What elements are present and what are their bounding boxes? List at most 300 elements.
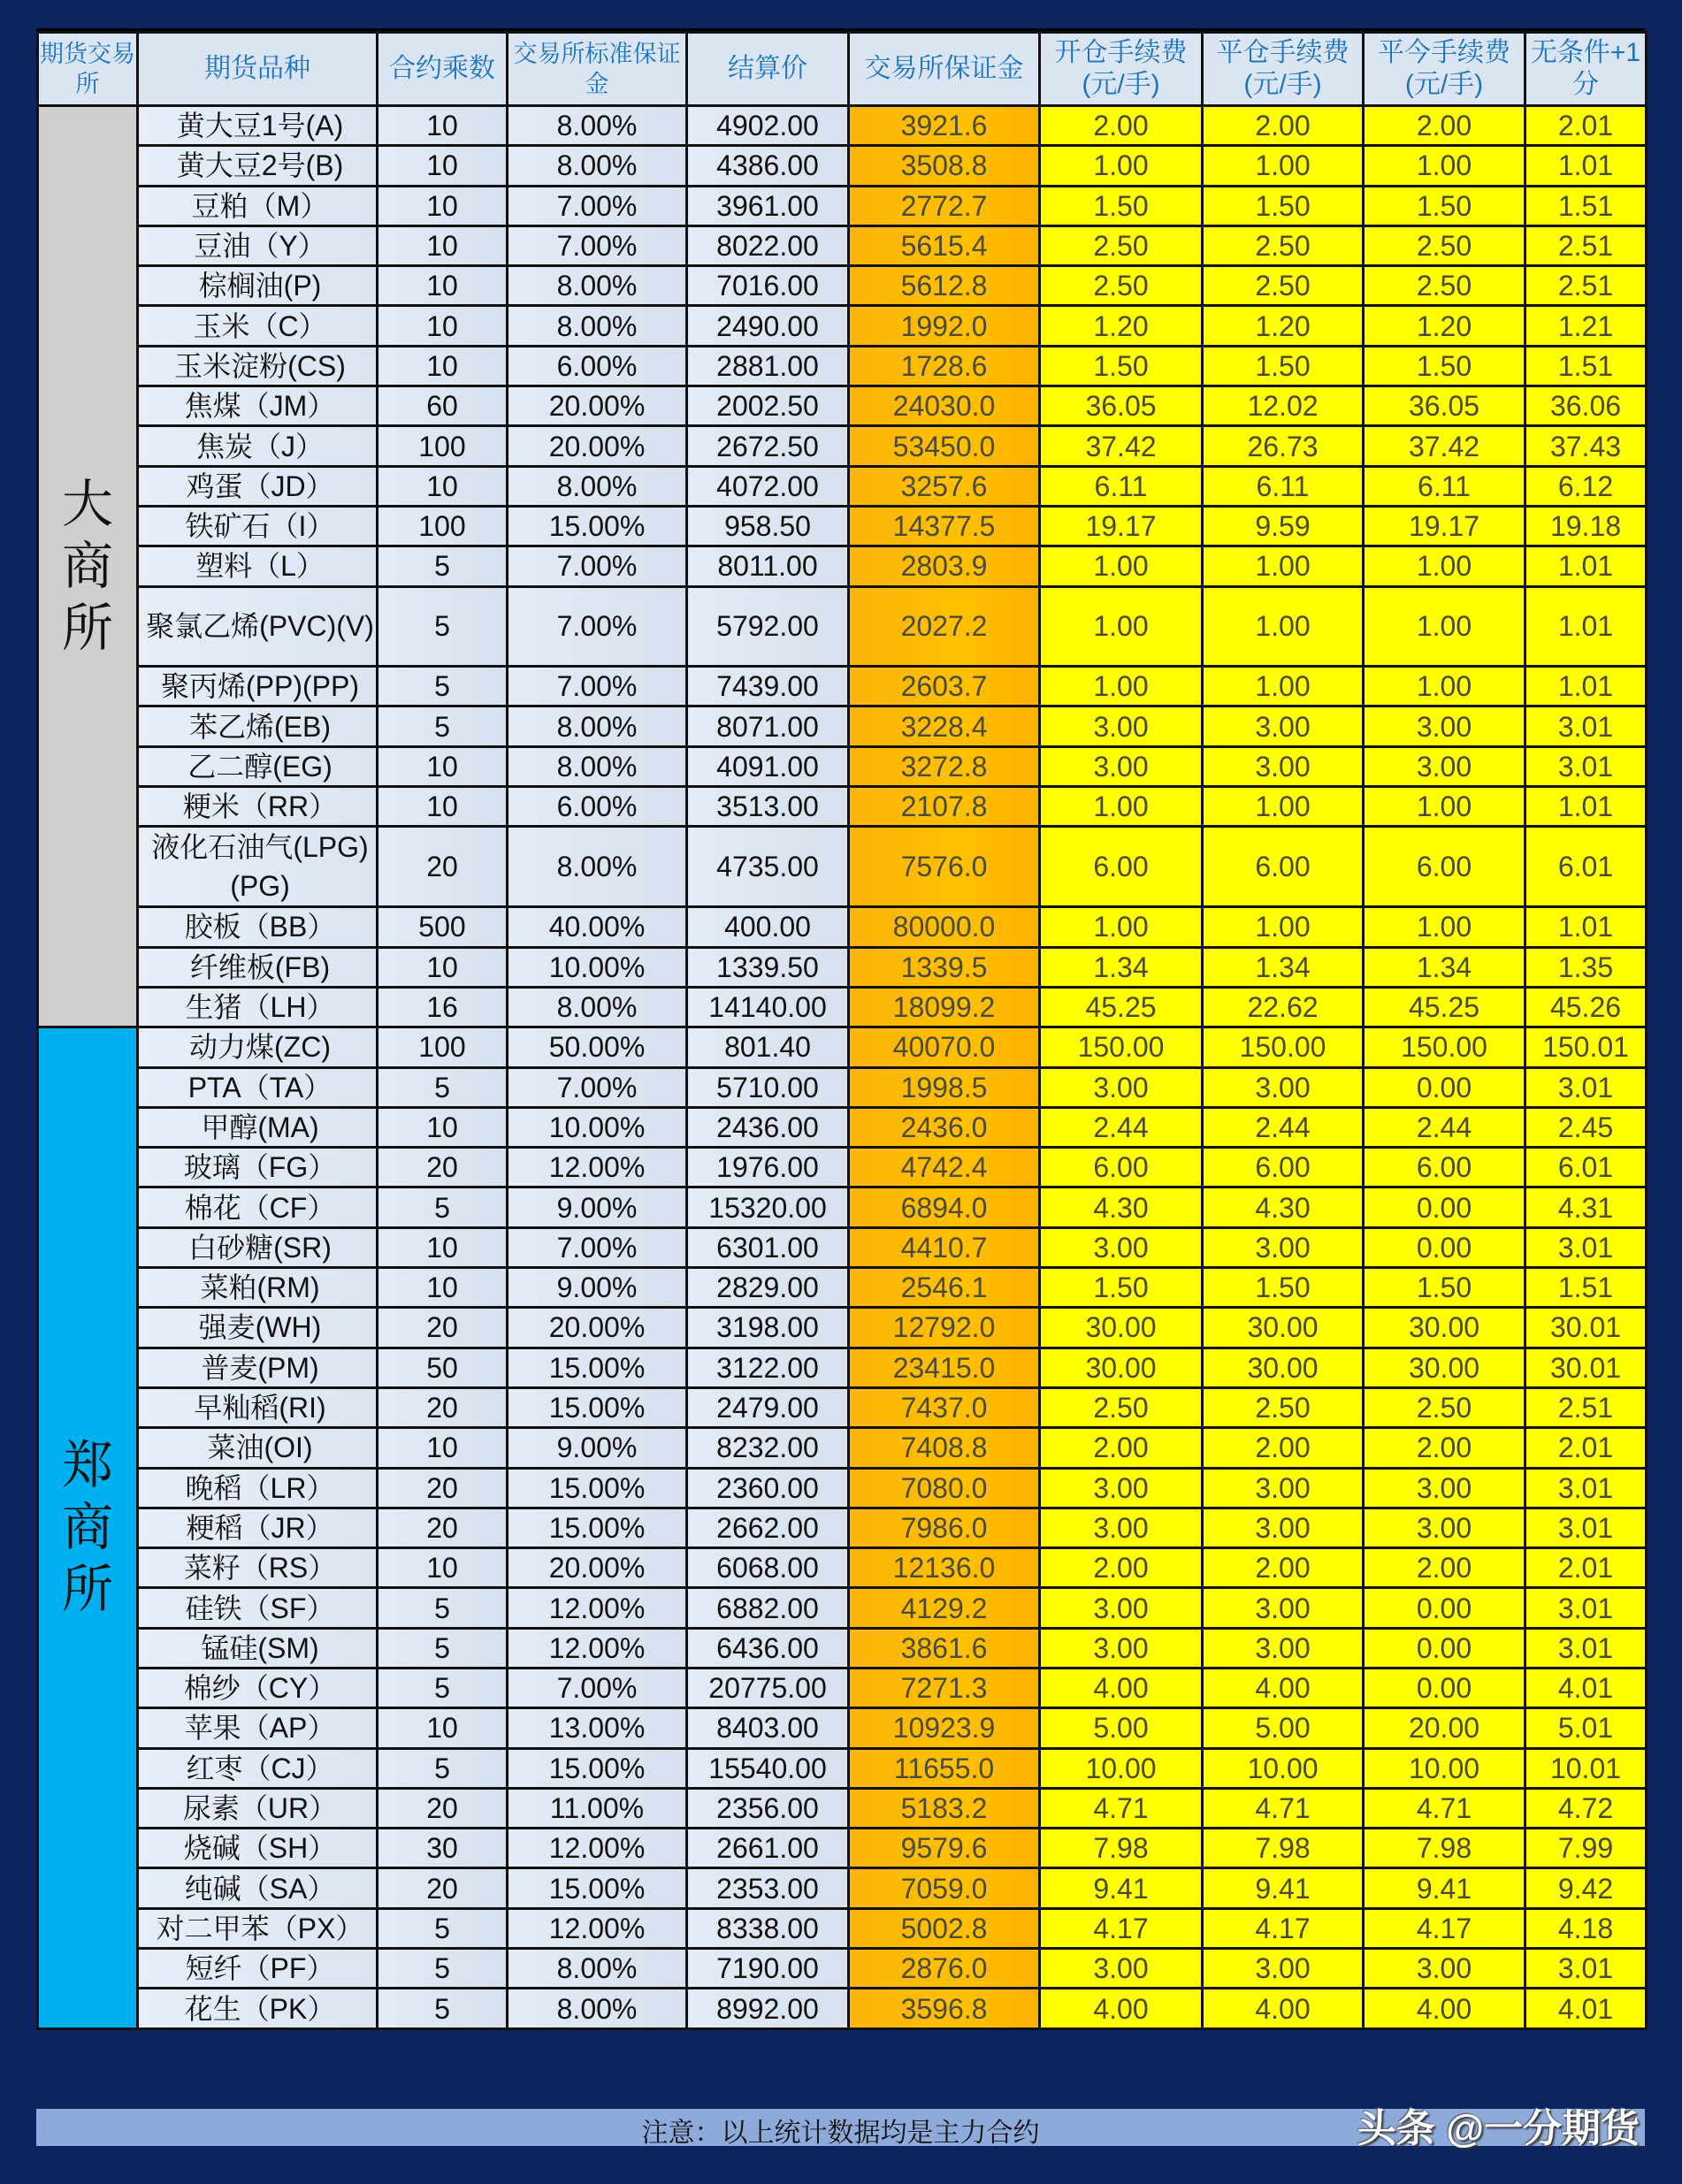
open-fee-cell: 7.98	[1040, 1829, 1203, 1868]
open-fee-cell: 2.44	[1040, 1107, 1203, 1147]
std-margin-cell: 7.00%	[508, 1668, 687, 1707]
table-row	[38, 987, 1647, 1027]
open-fee-cell: 3.00	[1040, 1468, 1203, 1508]
close-fee-cell: 1.00	[1203, 907, 1364, 947]
settle-price-cell: 14140.00	[687, 987, 849, 1027]
product-name-cell: 晚稻（LR）	[138, 1468, 378, 1508]
exchange-margin-cell: 12792.0	[849, 1308, 1040, 1348]
fee-plus-one-cell: 2.51	[1525, 225, 1647, 265]
table-row	[38, 1067, 1647, 1107]
std-margin-cell: 12.00%	[508, 1829, 687, 1868]
close-fee-cell: 2.00	[1203, 1548, 1364, 1588]
std-margin-cell: 8.00%	[508, 746, 687, 786]
close-today-fee-cell: 2.50	[1364, 1387, 1525, 1427]
fee-plus-one-cell: 3.01	[1525, 706, 1647, 746]
table-row	[38, 1387, 1647, 1427]
multiplier-cell: 5	[378, 1668, 508, 1707]
multiplier-cell: 20	[378, 827, 508, 907]
product-name-cell: 乙二醇(EG)	[138, 746, 378, 786]
col-header-close-today-fee: 平今手续费(元/手)	[1364, 33, 1525, 106]
table-row	[38, 1748, 1647, 1788]
close-fee-cell: 2.44	[1203, 1107, 1364, 1147]
settle-price-cell: 801.40	[687, 1027, 849, 1067]
product-name-cell: 苯乙烯(EB)	[138, 706, 378, 746]
product-name-cell: 甲醇(MA)	[138, 1107, 378, 1147]
table-row	[38, 1708, 1647, 1748]
settle-price-cell: 3961.00	[687, 186, 849, 225]
exchange-margin-cell: 18099.2	[849, 987, 1040, 1027]
std-margin-cell: 15.00%	[508, 1748, 687, 1788]
open-fee-cell: 4.30	[1040, 1187, 1203, 1227]
close-fee-cell: 1.00	[1203, 667, 1364, 706]
multiplier-cell: 20	[378, 1788, 508, 1828]
close-today-fee-cell: 1.00	[1364, 667, 1525, 706]
settle-price-cell: 3198.00	[687, 1308, 849, 1348]
fee-plus-one-cell: 3.01	[1525, 1468, 1647, 1508]
close-fee-cell: 3.00	[1203, 1949, 1364, 1989]
close-today-fee-cell: 10.00	[1364, 1748, 1525, 1788]
product-name-cell: 豆粕（M）	[138, 186, 378, 225]
close-today-fee-cell: 1.00	[1364, 787, 1525, 827]
close-today-fee-cell: 0.00	[1364, 1067, 1525, 1107]
close-today-fee-cell: 4.00	[1364, 1989, 1525, 2028]
table-row	[38, 186, 1647, 225]
col-header-extra: 无条件+1分	[1525, 33, 1647, 106]
close-fee-cell: 2.50	[1203, 1387, 1364, 1427]
exchange-margin-cell: 7437.0	[849, 1387, 1040, 1427]
multiplier-cell: 20	[378, 1468, 508, 1508]
settle-price-cell: 7016.00	[687, 266, 849, 306]
close-fee-cell: 30.00	[1203, 1308, 1364, 1348]
settle-price-cell: 15540.00	[687, 1748, 849, 1788]
open-fee-cell: 1.20	[1040, 306, 1203, 346]
multiplier-cell: 20	[378, 1868, 508, 1908]
settle-price-cell: 1976.00	[687, 1148, 849, 1187]
multiplier-cell: 5	[378, 1908, 508, 1948]
multiplier-cell: 60	[378, 386, 508, 426]
exchange-margin-cell: 80000.0	[849, 907, 1040, 947]
product-name-cell: 棉花（CF）	[138, 1187, 378, 1227]
col-header-product: 期货品种	[138, 33, 378, 106]
open-fee-cell: 30.00	[1040, 1348, 1203, 1387]
open-fee-cell: 2.50	[1040, 225, 1203, 265]
close-today-fee-cell: 1.00	[1364, 546, 1525, 586]
open-fee-cell: 4.00	[1040, 1989, 1203, 2028]
open-fee-cell: 3.00	[1040, 1949, 1203, 1989]
multiplier-cell: 5	[378, 1748, 508, 1788]
fee-plus-one-cell: 36.06	[1525, 386, 1647, 426]
fee-plus-one-cell: 3.01	[1525, 1588, 1647, 1628]
fee-plus-one-cell: 3.01	[1525, 746, 1647, 786]
std-margin-cell: 8.00%	[508, 146, 687, 186]
close-fee-cell: 30.00	[1203, 1348, 1364, 1387]
multiplier-cell: 50	[378, 1348, 508, 1387]
close-fee-cell: 2.00	[1203, 1428, 1364, 1468]
close-fee-cell: 12.02	[1203, 386, 1364, 426]
settle-price-cell: 4091.00	[687, 746, 849, 786]
std-margin-cell: 11.00%	[508, 1788, 687, 1828]
exchange-margin-cell: 1998.5	[849, 1067, 1040, 1107]
settle-price-cell: 4386.00	[687, 146, 849, 186]
close-fee-cell: 4.30	[1203, 1187, 1364, 1227]
close-today-fee-cell: 3.00	[1364, 746, 1525, 786]
close-fee-cell: 3.00	[1203, 1588, 1364, 1628]
product-name-cell: 液化石油气(LPG)(PG)	[138, 827, 378, 907]
std-margin-cell: 7.00%	[508, 1227, 687, 1267]
table-row	[38, 706, 1647, 746]
close-fee-cell: 3.00	[1203, 1067, 1364, 1107]
close-fee-cell: 7.98	[1203, 1829, 1364, 1868]
fee-plus-one-cell: 30.01	[1525, 1308, 1647, 1348]
multiplier-cell: 5	[378, 1187, 508, 1227]
settle-price-cell: 6301.00	[687, 1227, 849, 1267]
open-fee-cell: 2.50	[1040, 1387, 1203, 1427]
close-fee-cell: 9.59	[1203, 506, 1364, 546]
std-margin-cell: 15.00%	[508, 1868, 687, 1908]
table-row	[38, 306, 1647, 346]
table-row	[38, 1027, 1647, 1067]
close-fee-cell: 5.00	[1203, 1708, 1364, 1748]
std-margin-cell: 12.00%	[508, 1628, 687, 1668]
close-today-fee-cell: 150.00	[1364, 1027, 1525, 1067]
multiplier-cell: 100	[378, 1027, 508, 1067]
settle-price-cell: 6436.00	[687, 1628, 849, 1668]
fee-plus-one-cell: 3.01	[1525, 1949, 1647, 1989]
product-name-cell: 棉纱（CY）	[138, 1668, 378, 1707]
product-name-cell: 胶板（BB）	[138, 907, 378, 947]
close-fee-cell: 1.50	[1203, 346, 1364, 386]
std-margin-cell: 9.00%	[508, 1428, 687, 1468]
settle-price-cell: 5710.00	[687, 1067, 849, 1107]
close-fee-cell: 2.00	[1203, 106, 1364, 146]
table-row	[38, 667, 1647, 706]
product-name-cell: 焦煤（JM）	[138, 386, 378, 426]
product-name-cell: 菜粕(RM)	[138, 1268, 378, 1308]
open-fee-cell: 10.00	[1040, 1748, 1203, 1788]
settle-price-cell: 7190.00	[687, 1949, 849, 1989]
fee-plus-one-cell: 3.01	[1525, 1628, 1647, 1668]
table-row	[38, 106, 1647, 146]
multiplier-cell: 20	[378, 1308, 508, 1348]
close-today-fee-cell: 7.98	[1364, 1829, 1525, 1868]
table-row	[38, 1468, 1647, 1508]
settle-price-cell: 2662.00	[687, 1508, 849, 1547]
open-fee-cell: 6.00	[1040, 827, 1203, 907]
fee-plus-one-cell: 150.01	[1525, 1027, 1647, 1067]
exchange-margin-cell: 5612.8	[849, 266, 1040, 306]
product-name-cell: 棕榈油(P)	[138, 266, 378, 306]
exchange-margin-cell: 24030.0	[849, 386, 1040, 426]
product-name-cell: 纤维板(FB)	[138, 947, 378, 987]
fee-plus-one-cell: 1.01	[1525, 787, 1647, 827]
close-today-fee-cell: 1.00	[1364, 907, 1525, 947]
exchange-margin-cell: 7408.8	[849, 1428, 1040, 1468]
multiplier-cell: 10	[378, 1227, 508, 1267]
exchange-margin-cell: 14377.5	[849, 506, 1040, 546]
settle-price-cell: 5792.00	[687, 586, 849, 667]
close-today-fee-cell: 0.00	[1364, 1668, 1525, 1707]
exchange-label: 大 商 所	[38, 106, 138, 1027]
close-today-fee-cell: 0.00	[1364, 1588, 1525, 1628]
close-fee-cell: 1.50	[1203, 1268, 1364, 1308]
multiplier-cell: 10	[378, 1548, 508, 1588]
fee-plus-one-cell: 1.35	[1525, 947, 1647, 987]
table-row	[38, 1868, 1647, 1908]
fee-plus-one-cell: 1.51	[1525, 1268, 1647, 1308]
settle-price-cell: 15320.00	[687, 1187, 849, 1227]
close-fee-cell: 4.71	[1203, 1788, 1364, 1828]
close-today-fee-cell: 2.00	[1364, 106, 1525, 146]
open-fee-cell: 6.00	[1040, 1148, 1203, 1187]
close-fee-cell: 3.00	[1203, 746, 1364, 786]
fee-plus-one-cell: 1.51	[1525, 346, 1647, 386]
exchange-margin-cell: 3921.6	[849, 106, 1040, 146]
product-name-cell: 纯碱（SA）	[138, 1868, 378, 1908]
exchange-margin-cell: 53450.0	[849, 426, 1040, 466]
multiplier-cell: 10	[378, 466, 508, 506]
exchange-margin-cell: 2027.2	[849, 586, 1040, 667]
settle-price-cell: 6882.00	[687, 1588, 849, 1628]
close-today-fee-cell: 2.00	[1364, 1428, 1525, 1468]
fee-plus-one-cell: 6.01	[1525, 827, 1647, 907]
product-name-cell: 焦炭（J）	[138, 426, 378, 466]
multiplier-cell: 20	[378, 1508, 508, 1547]
table-row	[38, 426, 1647, 466]
footer-band	[36, 2107, 1645, 2150]
watermark: 头条 @一分期货	[1357, 2107, 1640, 2150]
fee-plus-one-cell: 1.01	[1525, 546, 1647, 586]
table-row	[38, 1268, 1647, 1308]
std-margin-cell: 8.00%	[508, 827, 687, 907]
multiplier-cell: 500	[378, 907, 508, 947]
close-fee-cell: 6.00	[1203, 827, 1364, 907]
open-fee-cell: 3.00	[1040, 1588, 1203, 1628]
fee-plus-one-cell: 10.01	[1525, 1748, 1647, 1788]
multiplier-cell: 5	[378, 586, 508, 667]
settle-price-cell: 2829.00	[687, 1268, 849, 1308]
table-row	[38, 1187, 1647, 1227]
close-fee-cell: 1.50	[1203, 186, 1364, 225]
close-today-fee-cell: 4.17	[1364, 1908, 1525, 1948]
settle-price-cell: 2661.00	[687, 1829, 849, 1868]
std-margin-cell: 20.00%	[508, 1308, 687, 1348]
exchange-margin-cell: 7271.3	[849, 1668, 1040, 1707]
close-today-fee-cell: 2.00	[1364, 1548, 1525, 1588]
exchange-margin-cell: 2803.9	[849, 546, 1040, 586]
multiplier-cell: 10	[378, 1268, 508, 1308]
exchange-margin-cell: 3257.6	[849, 466, 1040, 506]
multiplier-cell: 20	[378, 1148, 508, 1187]
table-row	[38, 1829, 1647, 1868]
multiplier-cell: 30	[378, 1829, 508, 1868]
product-name-cell: 花生（PK）	[138, 1989, 378, 2028]
exchange-margin-cell: 1728.6	[849, 346, 1040, 386]
exchange-margin-cell: 4742.4	[849, 1148, 1040, 1187]
exchange-margin-cell: 2772.7	[849, 186, 1040, 225]
fee-plus-one-cell: 1.21	[1525, 306, 1647, 346]
close-fee-cell: 1.00	[1203, 586, 1364, 667]
close-today-fee-cell: 3.00	[1364, 1949, 1525, 1989]
settle-price-cell: 1339.50	[687, 947, 849, 987]
close-fee-cell: 9.41	[1203, 1868, 1364, 1908]
product-name-cell: 早籼稻(RI)	[138, 1387, 378, 1427]
settle-price-cell: 2353.00	[687, 1868, 849, 1908]
fee-plus-one-cell: 1.01	[1525, 667, 1647, 706]
settle-price-cell: 4735.00	[687, 827, 849, 907]
fee-plus-one-cell: 2.45	[1525, 1107, 1647, 1147]
table-row	[38, 1348, 1647, 1387]
product-name-cell: 玻璃（FG）	[138, 1148, 378, 1187]
exchange-margin-cell: 3596.8	[849, 1989, 1040, 2028]
product-name-cell: 聚氯乙烯(PVC)(V)	[138, 586, 378, 667]
multiplier-cell: 16	[378, 987, 508, 1027]
exchange-margin-cell: 40070.0	[849, 1027, 1040, 1067]
open-fee-cell: 4.00	[1040, 1668, 1203, 1707]
multiplier-cell: 10	[378, 1428, 508, 1468]
exchange-margin-cell: 9579.6	[849, 1829, 1040, 1868]
col-header-std-margin: 交易所标准保证金	[508, 33, 687, 106]
table-row	[38, 1989, 1647, 2028]
multiplier-cell: 20	[378, 1387, 508, 1427]
fee-plus-one-cell: 4.18	[1525, 1908, 1647, 1948]
close-fee-cell: 1.34	[1203, 947, 1364, 987]
multiplier-cell: 5	[378, 1628, 508, 1668]
std-margin-cell: 8.00%	[508, 266, 687, 306]
settle-price-cell: 4902.00	[687, 106, 849, 146]
multiplier-cell: 5	[378, 1588, 508, 1628]
exchange-margin-cell: 3861.6	[849, 1628, 1040, 1668]
open-fee-cell: 4.17	[1040, 1908, 1203, 1948]
open-fee-cell: 30.00	[1040, 1308, 1203, 1348]
close-today-fee-cell: 3.00	[1364, 706, 1525, 746]
product-name-cell: 对二甲苯（PX）	[138, 1908, 378, 1948]
product-name-cell: 生猪（LH）	[138, 987, 378, 1027]
close-fee-cell: 6.11	[1203, 466, 1364, 506]
close-fee-cell: 2.50	[1203, 266, 1364, 306]
fee-plus-one-cell: 3.01	[1525, 1508, 1647, 1547]
fee-plus-one-cell: 9.42	[1525, 1868, 1647, 1908]
multiplier-cell: 5	[378, 706, 508, 746]
product-name-cell: 玉米淀粉(CS)	[138, 346, 378, 386]
fee-plus-one-cell: 1.01	[1525, 907, 1647, 947]
std-margin-cell: 13.00%	[508, 1708, 687, 1748]
product-name-cell: 红枣（CJ）	[138, 1748, 378, 1788]
std-margin-cell: 15.00%	[508, 1348, 687, 1387]
open-fee-cell: 6.11	[1040, 466, 1203, 506]
settle-price-cell: 8338.00	[687, 1908, 849, 1948]
exchange-margin-cell: 6894.0	[849, 1187, 1040, 1227]
std-margin-cell: 8.00%	[508, 1989, 687, 2028]
open-fee-cell: 2.50	[1040, 266, 1203, 306]
table-row	[38, 907, 1647, 947]
fee-plus-one-cell: 7.99	[1525, 1829, 1647, 1868]
table-row	[38, 1588, 1647, 1628]
close-today-fee-cell: 30.00	[1364, 1308, 1525, 1348]
open-fee-cell: 4.71	[1040, 1788, 1203, 1828]
fee-plus-one-cell: 4.01	[1525, 1989, 1647, 2028]
fee-plus-one-cell: 4.31	[1525, 1187, 1647, 1227]
open-fee-cell: 1.50	[1040, 186, 1203, 225]
open-fee-cell: 45.25	[1040, 987, 1203, 1027]
close-fee-cell: 150.00	[1203, 1027, 1364, 1067]
multiplier-cell: 10	[378, 306, 508, 346]
col-header-open-fee: 开仓手续费(元/手)	[1040, 33, 1203, 106]
open-fee-cell: 3.00	[1040, 1227, 1203, 1267]
settle-price-cell: 7439.00	[687, 667, 849, 706]
fee-plus-one-cell: 45.26	[1525, 987, 1647, 1027]
product-name-cell: 普麦(PM)	[138, 1348, 378, 1387]
table-row	[38, 1628, 1647, 1668]
product-name-cell: 聚丙烯(PP)(PP)	[138, 667, 378, 706]
table-row	[38, 466, 1647, 506]
std-margin-cell: 8.00%	[508, 466, 687, 506]
table-row	[38, 1788, 1647, 1828]
fee-plus-one-cell: 4.01	[1525, 1668, 1647, 1707]
fee-plus-one-cell: 2.51	[1525, 266, 1647, 306]
std-margin-cell: 10.00%	[508, 947, 687, 987]
table-row	[38, 1148, 1647, 1187]
std-margin-cell: 12.00%	[508, 1148, 687, 1187]
product-name-cell: 玉米（C）	[138, 306, 378, 346]
close-today-fee-cell: 1.50	[1364, 346, 1525, 386]
std-margin-cell: 9.00%	[508, 1268, 687, 1308]
multiplier-cell: 5	[378, 546, 508, 586]
std-margin-cell: 50.00%	[508, 1027, 687, 1067]
open-fee-cell: 1.50	[1040, 1268, 1203, 1308]
settle-price-cell: 3122.00	[687, 1348, 849, 1387]
product-name-cell: 塑料（L）	[138, 546, 378, 586]
close-fee-cell: 3.00	[1203, 1468, 1364, 1508]
multiplier-cell: 5	[378, 1949, 508, 1989]
product-name-cell: 铁矿石（I）	[138, 506, 378, 546]
fee-plus-one-cell: 5.01	[1525, 1708, 1647, 1748]
close-today-fee-cell: 36.05	[1364, 386, 1525, 426]
close-fee-cell: 3.00	[1203, 706, 1364, 746]
close-fee-cell: 4.00	[1203, 1989, 1364, 2028]
close-fee-cell: 1.00	[1203, 787, 1364, 827]
table-row	[38, 1949, 1647, 1989]
std-margin-cell: 15.00%	[508, 506, 687, 546]
col-header-exchange: 期货交易所	[38, 33, 138, 106]
close-fee-cell: 4.00	[1203, 1668, 1364, 1707]
fee-plus-one-cell: 6.12	[1525, 466, 1647, 506]
table-row	[38, 1107, 1647, 1147]
settle-price-cell: 2360.00	[687, 1468, 849, 1508]
multiplier-cell: 10	[378, 787, 508, 827]
table-row	[38, 146, 1647, 186]
multiplier-cell: 10	[378, 106, 508, 146]
settle-price-cell: 2436.00	[687, 1107, 849, 1147]
open-fee-cell: 150.00	[1040, 1027, 1203, 1067]
fee-plus-one-cell: 1.51	[1525, 186, 1647, 225]
settle-price-cell: 2002.50	[687, 386, 849, 426]
open-fee-cell: 37.42	[1040, 426, 1203, 466]
product-name-cell: 尿素（UR）	[138, 1788, 378, 1828]
multiplier-cell: 5	[378, 1067, 508, 1107]
table-row	[38, 346, 1647, 386]
table-row	[38, 947, 1647, 987]
product-name-cell: 烧碱（SH）	[138, 1829, 378, 1868]
table-row	[38, 506, 1647, 546]
close-today-fee-cell: 1.34	[1364, 947, 1525, 987]
fee-plus-one-cell: 2.01	[1525, 1428, 1647, 1468]
footnote: 注意：以上统计数据均是主力合约	[641, 2119, 1040, 2148]
close-today-fee-cell: 0.00	[1364, 1628, 1525, 1668]
std-margin-cell: 6.00%	[508, 346, 687, 386]
open-fee-cell: 3.00	[1040, 706, 1203, 746]
exchange-margin-cell: 5002.8	[849, 1908, 1040, 1948]
exchange-margin-cell: 1339.5	[849, 947, 1040, 987]
